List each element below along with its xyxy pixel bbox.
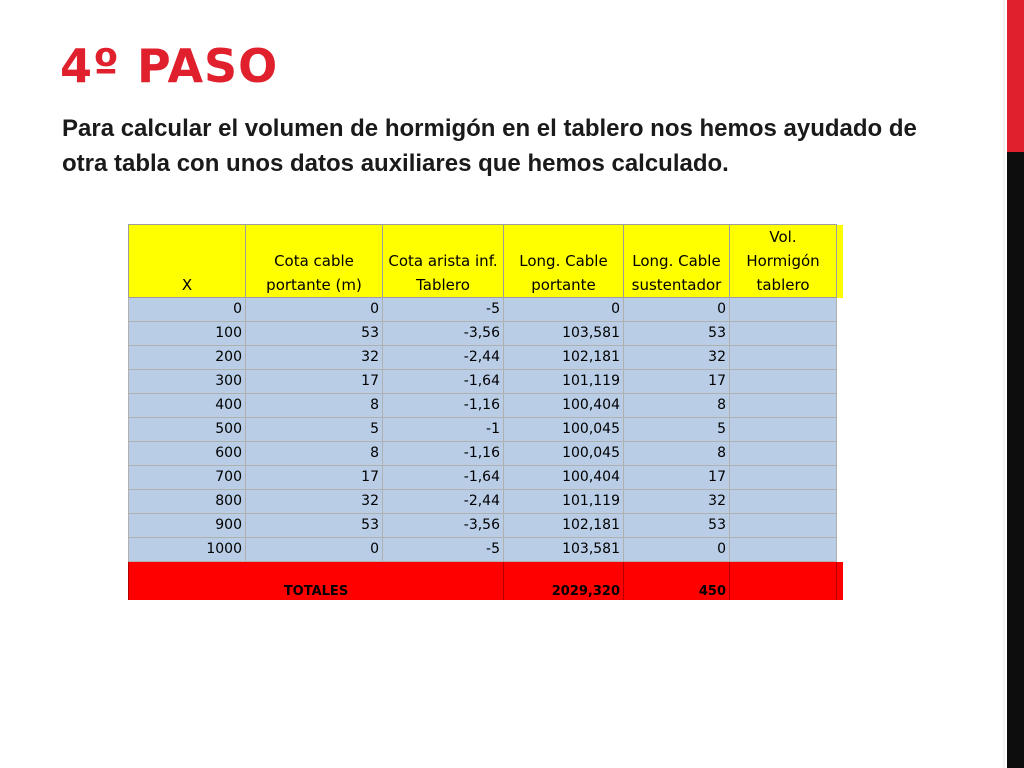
cell-cota-arista: -5	[383, 298, 504, 322]
header-cota-arista: Cota arista inf. Tablero	[383, 225, 504, 298]
cell-long-cable-sustentador: 17	[624, 370, 730, 394]
cell-x: 600	[129, 442, 246, 466]
table-row	[129, 466, 843, 490]
table-edge-cell	[837, 514, 843, 538]
header-vol-hormigon: Vol. Hormigón tablero	[730, 225, 837, 298]
cell-vol-hormigon	[730, 490, 837, 514]
cell-cota-arista: -2,44	[383, 346, 504, 370]
table-row	[129, 346, 843, 370]
cell-x: 500	[129, 418, 246, 442]
cell-long-cable-sustentador: 0	[624, 538, 730, 562]
cell-x: 100	[129, 322, 246, 346]
cell-long-cable-sustentador: 8	[624, 442, 730, 466]
cell-x: 400	[129, 394, 246, 418]
cell-cota-cable-portante: 53	[246, 322, 383, 346]
table-edge-cell	[837, 346, 843, 370]
cell-long-cable-sustentador: 8	[624, 394, 730, 418]
slide-border-line	[1003, 0, 1005, 768]
cell-cota-cable-portante: 8	[246, 394, 383, 418]
cell-long-cable-portante: 100,045	[504, 442, 624, 466]
table-edge-cell	[837, 394, 843, 418]
cell-vol-hormigon	[730, 394, 837, 418]
table-edge-cell	[837, 225, 843, 298]
table-row	[129, 442, 843, 466]
cell-vol-hormigon	[730, 370, 837, 394]
table-edge-cell	[837, 418, 843, 442]
cell-vol-hormigon	[730, 298, 837, 322]
table-edge-cell	[837, 370, 843, 394]
cell-cota-arista: -2,44	[383, 490, 504, 514]
cell-long-cable-portante: 100,045	[504, 418, 624, 442]
cell-cota-arista: -1,64	[383, 466, 504, 490]
table-row	[129, 298, 843, 322]
header-long-cable-portante: Long. Cable portante	[504, 225, 624, 298]
cell-cota-cable-portante: 17	[246, 370, 383, 394]
sidebar-accent-dark	[1007, 152, 1024, 768]
slide-body-text: Para calcular el volumen de hormigón en el tablero nos hemos ayudado de otra tabla con unos datos auxiliares que hemos calculado.	[62, 115, 917, 177]
cell-cota-cable-portante: 17	[246, 466, 383, 490]
cell-cota-arista: -1,64	[383, 370, 504, 394]
cell-long-cable-sustentador: 53	[624, 322, 730, 346]
cell-long-cable-sustentador: 5	[624, 418, 730, 442]
cell-long-cable-portante: 100,404	[504, 394, 624, 418]
cell-long-cable-sustentador: 32	[624, 346, 730, 370]
cell-vol-hormigon	[730, 346, 837, 370]
cell-cota-arista: -1	[383, 418, 504, 442]
cell-cota-cable-portante: 0	[246, 298, 383, 322]
cell-vol-hormigon	[730, 538, 837, 562]
auxiliary-data-table	[128, 224, 844, 600]
cell-long-cable-portante: 103,581	[504, 538, 624, 562]
cell-x: 0	[129, 298, 246, 322]
table-row	[129, 418, 843, 442]
table-edge-cell	[837, 538, 843, 562]
cell-vol-hormigon	[730, 466, 837, 490]
cell-cota-arista: -1,16	[383, 442, 504, 466]
cell-long-cable-portante: 102,181	[504, 346, 624, 370]
cell-x: 700	[129, 466, 246, 490]
table-header-row	[129, 225, 843, 298]
table-edge-cell	[837, 298, 843, 322]
table-edge-cell	[837, 442, 843, 466]
data-table	[128, 224, 843, 600]
totals-vol-hormigon	[730, 562, 837, 601]
table-row	[129, 490, 843, 514]
cell-long-cable-portante: 102,181	[504, 514, 624, 538]
cell-x: 800	[129, 490, 246, 514]
cell-long-cable-sustentador: 0	[624, 298, 730, 322]
cell-cota-cable-portante: 32	[246, 346, 383, 370]
cell-long-cable-portante: 103,581	[504, 322, 624, 346]
cell-long-cable-sustentador: 32	[624, 490, 730, 514]
table-row	[129, 538, 843, 562]
cell-vol-hormigon	[730, 418, 837, 442]
header-x: X	[129, 225, 246, 298]
cell-long-cable-portante: 101,119	[504, 370, 624, 394]
table-row	[129, 322, 843, 346]
cell-long-cable-portante: 0	[504, 298, 624, 322]
cell-x: 900	[129, 514, 246, 538]
table-edge-cell	[837, 490, 843, 514]
table-row	[129, 394, 843, 418]
cell-long-cable-portante: 101,119	[504, 490, 624, 514]
cell-cota-cable-portante: 53	[246, 514, 383, 538]
table-edge-cell	[837, 562, 843, 601]
cell-cota-cable-portante: 32	[246, 490, 383, 514]
cell-cota-cable-portante: 8	[246, 442, 383, 466]
cell-x: 300	[129, 370, 246, 394]
cell-cota-arista: -3,56	[383, 322, 504, 346]
cell-long-cable-sustentador: 17	[624, 466, 730, 490]
header-cota-cable-portante: Cota cable portante (m)	[246, 225, 383, 298]
slide-title: 4º PASO	[60, 39, 279, 93]
cell-x: 1000	[129, 538, 246, 562]
table-row	[129, 370, 843, 394]
sidebar-accent-red	[1007, 0, 1024, 152]
cell-cota-arista: -5	[383, 538, 504, 562]
table-edge-cell	[837, 322, 843, 346]
cell-cota-arista: -1,16	[383, 394, 504, 418]
cell-cota-arista: -3,56	[383, 514, 504, 538]
cell-long-cable-portante: 100,404	[504, 466, 624, 490]
cell-long-cable-sustentador: 53	[624, 514, 730, 538]
cell-cota-cable-portante: 0	[246, 538, 383, 562]
totals-row	[129, 562, 843, 601]
cell-vol-hormigon	[730, 322, 837, 346]
table-edge-cell	[837, 466, 843, 490]
totals-long-cable-portante: 2029,320	[504, 562, 624, 601]
totals-long-cable-sustentador: 450	[624, 562, 730, 601]
totals-label: TOTALES	[129, 562, 504, 601]
cell-x: 200	[129, 346, 246, 370]
cell-cota-cable-portante: 5	[246, 418, 383, 442]
cell-vol-hormigon	[730, 514, 837, 538]
header-long-cable-sustentador: Long. Cable sustentador	[624, 225, 730, 298]
table-row	[129, 514, 843, 538]
cell-vol-hormigon	[730, 442, 837, 466]
